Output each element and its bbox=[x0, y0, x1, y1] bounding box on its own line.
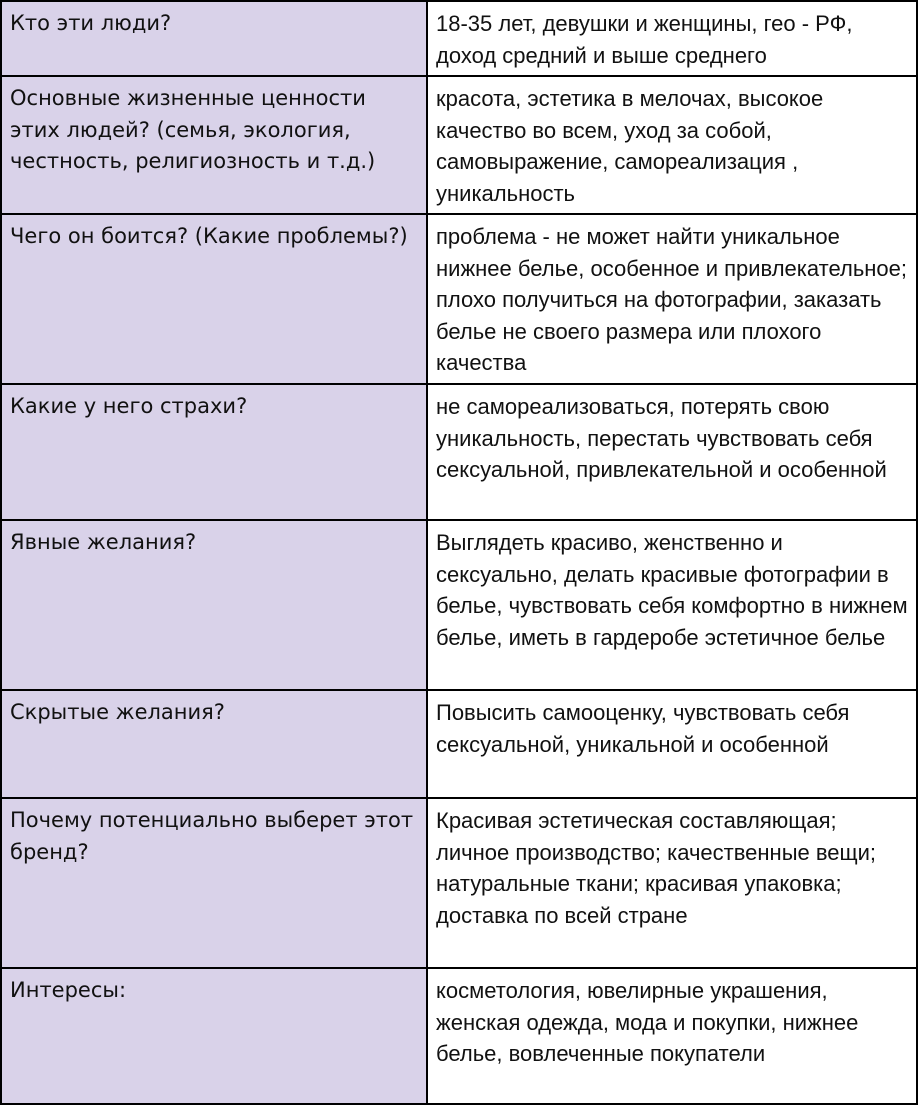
answer-cell: Повысить самооценку, чувствовать себя сексуальной, уникальной и особенной bbox=[427, 690, 917, 798]
answer-cell: косметология, ювелирные украшения, женская одежда, мода и покупки, нижнее белье, вовлеченные покупатели bbox=[427, 968, 917, 1104]
question-cell: Кто эти люди? bbox=[1, 1, 427, 76]
answer-cell: Выглядеть красиво, женственно и сексуально, делать красивые фотографии в белье, чувствовать себя комфортно в нижнем белье, иметь в гардеробе эстетичное белье bbox=[427, 520, 917, 690]
question-cell: Почему потенциально выберет этот бренд? bbox=[1, 798, 427, 968]
table-row bbox=[1, 798, 917, 968]
table-row bbox=[1, 1, 917, 76]
answer-cell: не самореализоваться, потерять свою уникальность, перестать чувствовать себя сексуальной, привлекательной и особенной bbox=[427, 384, 917, 520]
answer-cell: проблема - не может найти уникальное нижнее белье, особенное и привлекательное; плохо получиться на фотографии, заказать белье не своего размера или плохого качества bbox=[427, 214, 917, 384]
table-row bbox=[1, 968, 917, 1104]
answer-cell: Красивая эстетическая составляющая; личное производство; качественные вещи; натуральные ткани; красивая упаковка; доставка по всей стране bbox=[427, 798, 917, 968]
table-row bbox=[1, 214, 917, 384]
question-cell: Какие у него страхи? bbox=[1, 384, 427, 520]
answer-cell: красота, эстетика в мелочах, высокое качество во всем, уход за собой, самовыражение, самореализация , уникальность bbox=[427, 76, 917, 214]
table-row bbox=[1, 76, 917, 214]
question-cell: Явные желания? bbox=[1, 520, 427, 690]
question-cell: Чего он боится? (Какие проблемы?) bbox=[1, 214, 427, 384]
table-row bbox=[1, 520, 917, 690]
answer-cell: 18-35 лет, девушки и женщины, гео - РФ, доход средний и выше среднего bbox=[427, 1, 917, 76]
table-row bbox=[1, 690, 917, 798]
question-cell: Основные жизненные ценности этих людей? (семья, экология, честность, религиозность и т.д.) bbox=[1, 76, 427, 214]
question-cell: Скрытые желания? bbox=[1, 690, 427, 798]
table-row bbox=[1, 384, 917, 520]
question-cell: Интересы: bbox=[1, 968, 427, 1104]
